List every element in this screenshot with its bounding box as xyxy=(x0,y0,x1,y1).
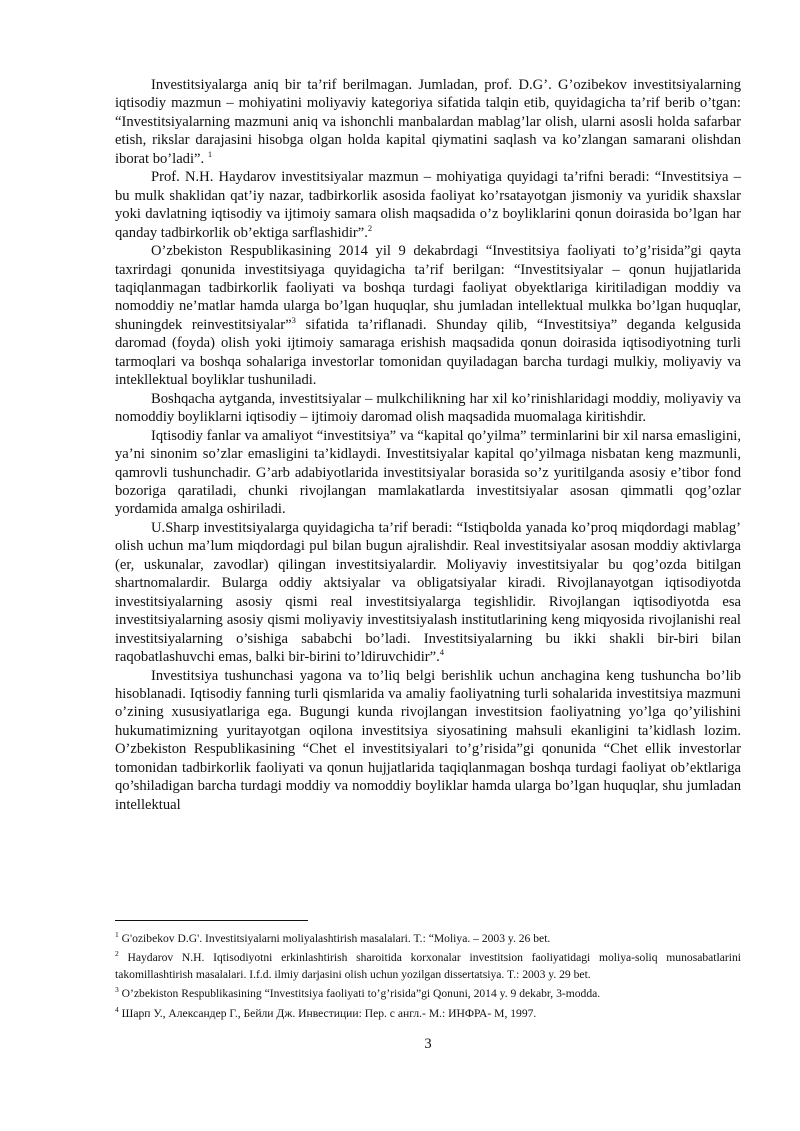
footnote-mark: 4 xyxy=(115,1004,119,1014)
footnote-text: O’zbekiston Respublikasining “Investitsiya faoliyati to’g’risida”gi Qonuni, 2014 y. 9 dekabr, 3-modda. xyxy=(118,987,601,1001)
paragraph-text: U.Sharp investitsiyalarga quyidagicha ta’rif beradi: “Istiqbolda yanada ko’proq miqdordagi mablag’ olish uchun ma’lum miqdordagi pul bilan bugun ajralishdir. Real investitsiyalar asosan moddiy aktivlarga (er, uskunalar, zavodlar) qilingan investitsiyalardir. Moliyaviy investitsiyalar bu qog’ozda bitilgan shartnomalardir. Bularga oddiy aktsiyalar va obligatsiyalar kiradi. Rivojlanayotgan iqtisodiyotda investitsiyalarning asosiy qismi real investitsiyalarga tegishlidir. Rivojlangan iqtisodiyotda esa investitsiyalarning asosiy qismi moliyaviy investitsiyalash institutlarining keng miqyosida rivojlanishi real investitsiyalarning o’sishiga sababchi bo’ladi. Investitsiyalarning bu ikki shakli bir-biri bilan raqobatlashuvchi emas, balki bir-birini to’ldiruvchidir”. xyxy=(115,519,741,666)
paragraph-4 xyxy=(115,390,741,427)
footnote-ref[interactable]: 1 xyxy=(207,148,213,159)
paragraph-3 xyxy=(115,242,741,390)
footnote-divider xyxy=(115,920,308,921)
paragraph-2 xyxy=(115,168,741,242)
footnote-ref[interactable]: 2 xyxy=(367,222,373,233)
footnote-mark: 2 xyxy=(115,949,119,959)
footnotes xyxy=(115,931,741,1025)
paragraph-text: Investitsiyalarga aniq bir ta’rif berilmagan. Jumladan, prof. D.G’. G’ozibekov investitsiyalarning iqtisodiy mazmun – mohiyatini moliyaviy kategoriya sifatida talqin etib, quyidagicha ta’rif berib o’tgan: “Investitsiyalarning mazmuni aniq va ishonchli manbalardan mablag’lar olish, ularni asosli holda safarbar etish, rikslar darajasini hisobga olgan holda kapital qiymatini saqlash va ko’zlangan samarani olishdan iborat bo’ladi”. xyxy=(115,77,741,167)
footnote-1 xyxy=(115,931,741,947)
paragraph-text: Investitsiya tushunchasi yagona va to’liq belgi berishlik uchun anchagina keng tushuncha bo’lib hisoblanadi. Iqtisodiy fanning turli qismlarida va amaliy faoliyatning turli sohalarida investitsiya mazmuni o’zining xususiyatlariga ega. Bugungi kunda rivojlangan investitsion faoliyatning yo’lga qo’yilishini hukumatimizning yuritayotgan oqilona investitsiya siyosatining mahsuli ekanligini ta’kidlash lozim. O’zbekiston Respublikasining “Chet el investitsiyalari to’g’risida”gi qonunida “Chet ellik investorlar tomonidan tadbirkorlik faoliyati va qonun hujjatlarida taqiqlanmagan boshqa turdagi faoliyat ob’ektlariga qo’shiladigan barcha turdagi moddiy va nomoddiy boyliklar hamda ularga bo’lgan huquqlar, shu jumladan intellektual xyxy=(115,667,741,813)
footnote-text: Шарп У., Александер Г., Бейли Дж. Инвестиции: Пер. с англ.- М.: ИНФРА- М, 1997. xyxy=(118,1006,537,1020)
footnote-mark: 1 xyxy=(115,930,119,940)
footnote-2 xyxy=(115,950,741,983)
paragraph-7 xyxy=(115,667,741,815)
footnote-4 xyxy=(115,1006,741,1022)
paragraph-text: Iqtisodiy fanlar va amaliyot “investitsiya” va “kapital qo’yilma” terminlarini bir xil narsa emasligini, ya’ni sinonim so’zlar emasligini ta’kidlaydi. Investitsiyalar kapital qo’yilmaga nisbatan keng mazmunli, qamrovli tushunchadir. G’arb adabiyotlarida investitsiyalar borasida so’z yuritilganda asosiy e’tibor fond bozoriga qaratiladi, chunki rivojlangan mamlakatlarda investitsiyalar asosan qimmatli qog’ozlar yordamida amalga oshiriladi. xyxy=(115,427,741,518)
footnote-text: Haydarov N.H. Iqtisodiyotni erkinlashtirish sharoitida korxonalar investitsion faoliyatidagi moliya-soliq munosabatlarini takomillashtirish masalalari. I.f.d. ilmiy darjasini olish uchun yozilgan dissertatsiya. T.: 2003 y. 29 bet. xyxy=(115,951,741,981)
paragraph-text: Prof. N.H. Haydarov investitsiyalar mazmun – mohiyatiga quyidagi ta’rifni beradi: “Investitsiya – bu mulk shaklidan qat’iy nazar, tadbirkorlik asosida faoliyat ko’rsatayotgan jismoniy va yuridik shaxslar yoki davlatning iqtisodiy va ijtimoiy samara olish maqsadida o’z boyliklarini qonun doirasida bo’lgan har qanday tadbirkorlik ob’ektiga sarflashidir”. xyxy=(115,169,741,241)
footnote-mark: 3 xyxy=(115,985,119,995)
paragraph-5 xyxy=(115,427,741,519)
footnote-ref[interactable]: 4 xyxy=(439,647,444,658)
page-number: 3 xyxy=(424,1036,432,1052)
footnote-ref[interactable]: 3 xyxy=(291,315,296,326)
paragraph-text: Boshqacha aytganda, investitsiyalar – mulkchilikning har xil ko’rinishlaridagi moddiy, moliyaviy va nomoddiy boyliklarni iqtisodiy – ijtimoiy daromad olish maqsadida muomalaga kiritishdir. xyxy=(115,390,741,426)
paragraph-1 xyxy=(115,76,741,168)
paragraph-text: O’zbekiston Respublikasining 2014 yil 9 dekabrdagi “Investitsiya faoliyati to’g’risida”gi qayta taxrirdagi qonunida investitsiyaga quyidagicha ta’rif berilgan: “Investitsiyalar – qonun hujjatlarida taqiqlanmagan tadbirkorlik faoliyati va boshqa turdagi faoliyat obyektlariga kiritiladigan moddiy va nomoddiy ne’matlar hamda ularga bo’lgan huquqlar, shu jumladan intellektual mulkka bo’lgan huquqlar, shuningdek reinvestitsiyalar” xyxy=(115,243,741,333)
footnote-3 xyxy=(115,986,741,1002)
footnote-text: G'ozibekov D.G'. Investitsiyalarni moliyalashtirish masalalari. T.: “Moliya. – 2003 y. 26 bet. xyxy=(118,932,551,945)
paragraph-text-continued: sifatida ta’riflanadi. Shunday qilib, “Investitsiya” deganda kelgusida daromad (foyda) olish yoki ijtimoiy samaraga erishish maqsadida qonun doirasida iqtisodiyotning turli tarmoqlari va boshqa sohalariga investorlar tomonidan quyiladagan barcha turdagi mulkiy, moliyaviy va intekllektual boyliklar tushuniladi. xyxy=(115,316,741,389)
paragraph-6 xyxy=(115,519,741,667)
body-text xyxy=(115,76,741,814)
